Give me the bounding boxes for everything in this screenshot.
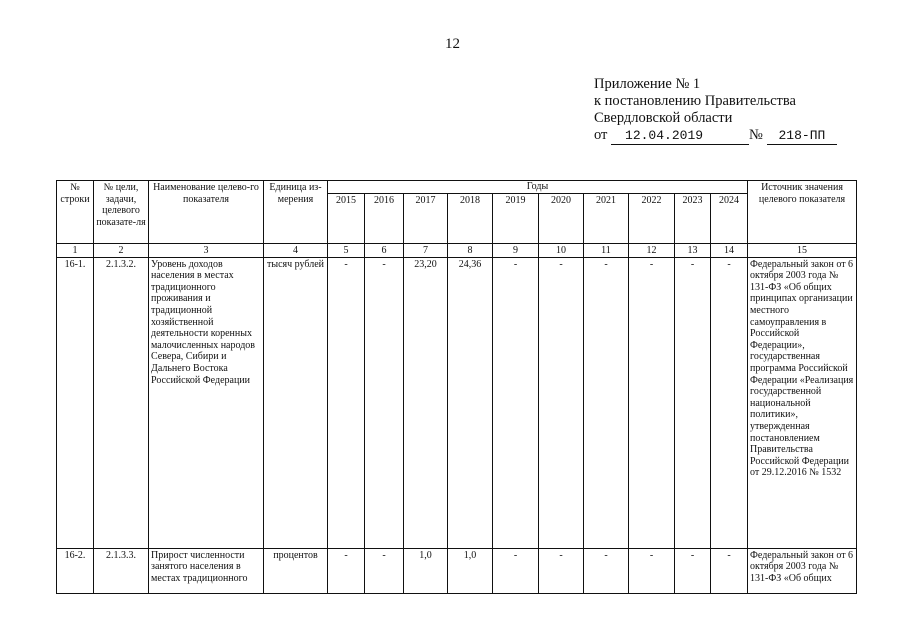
value-cell: - — [629, 257, 675, 548]
row-number: 16-1. — [57, 257, 94, 548]
source-cell: Федеральный закон от 6 октября 2003 года № 131-ФЗ «Об общих принципах организации местного самоуправления в Российской Федерации», государственная программа Российской Федерации «Реализация государственной национальной политики», утвержденная постановлением Правительства Российской Федерации от 29.12.2016 № 1532 — [748, 257, 857, 548]
header-year: 2017 — [404, 193, 448, 243]
value-cell: 24,36 — [448, 257, 493, 548]
column-number: 14 — [711, 243, 748, 257]
value-cell: - — [675, 548, 711, 593]
date-prefix: от — [594, 127, 608, 143]
indicator-name: Прирост численности занятого населения в местах традиционного — [149, 548, 264, 593]
source-cell: Федеральный закон от 6 октября 2003 года № 131-ФЗ «Об общих — [748, 548, 857, 593]
value-cell: 23,20 — [404, 257, 448, 548]
column-number: 2 — [94, 243, 149, 257]
column-number: 15 — [748, 243, 857, 257]
header-year: 2024 — [711, 193, 748, 243]
value-cell: - — [493, 257, 539, 548]
table-header-row — [57, 181, 857, 194]
value-cell: - — [493, 548, 539, 593]
value-cell: - — [629, 548, 675, 593]
column-number: 11 — [584, 243, 629, 257]
header-goal-no: № цели, задачи, целевого показате-ля — [94, 181, 149, 244]
goal-number: 2.1.3.2. — [94, 257, 149, 548]
goal-number: 2.1.3.3. — [94, 548, 149, 593]
value-cell: - — [711, 257, 748, 548]
column-number: 10 — [539, 243, 584, 257]
resolution-number: 218-ПП — [767, 127, 837, 145]
header-source: Источник значения целевого показателя — [748, 181, 857, 244]
table-row — [57, 257, 857, 548]
value-cell: - — [675, 257, 711, 548]
column-number: 1 — [57, 243, 94, 257]
indicator-name: Уровень доходов населения в местах традиционного проживания и традиционной хозяйственной деятельности коренных малочисленных народов Севера, Сибири и Дальнего Востока Российской Федерации — [149, 257, 264, 548]
column-number: 12 — [629, 243, 675, 257]
header-year: 2020 — [539, 193, 584, 243]
column-number: 5 — [328, 243, 365, 257]
header-year: 2021 — [584, 193, 629, 243]
column-number: 8 — [448, 243, 493, 257]
value-cell: - — [711, 548, 748, 593]
column-number: 4 — [264, 243, 328, 257]
header-year: 2015 — [328, 193, 365, 243]
value-cell: - — [328, 548, 365, 593]
column-number: 6 — [365, 243, 404, 257]
header-year: 2023 — [675, 193, 711, 243]
value-cell: 1,0 — [448, 548, 493, 593]
header-year: 2019 — [493, 193, 539, 243]
column-number: 9 — [493, 243, 539, 257]
column-number: 7 — [404, 243, 448, 257]
value-cell: - — [365, 257, 404, 548]
header-year: 2022 — [629, 193, 675, 243]
appendix-block — [594, 76, 837, 145]
value-cell: - — [539, 257, 584, 548]
indicators-table — [56, 180, 857, 594]
header-year: 2018 — [448, 193, 493, 243]
appendix-resolution-line: к постановлению Правительства — [594, 93, 796, 109]
unit-cell: процентов — [264, 548, 328, 593]
table-row — [57, 548, 857, 593]
resolution-date: 12.04.2019 — [611, 127, 749, 145]
column-number-row — [57, 243, 857, 257]
header-years-group: Годы — [328, 181, 748, 194]
value-cell: - — [539, 548, 584, 593]
number-prefix: № — [749, 127, 763, 143]
header-year: 2016 — [365, 193, 404, 243]
column-number: 13 — [675, 243, 711, 257]
appendix-region-line: Свердловской области — [594, 110, 733, 126]
row-number: 16-2. — [57, 548, 94, 593]
unit-cell: тысяч рублей — [264, 257, 328, 548]
appendix-date-line — [594, 127, 837, 145]
header-indicator-name: Наименование целево-го показателя — [149, 181, 264, 244]
appendix-title: Приложение № 1 — [594, 76, 701, 92]
column-number: 3 — [149, 243, 264, 257]
header-unit: Единица из-мерения — [264, 181, 328, 244]
value-cell: - — [365, 548, 404, 593]
value-cell: - — [584, 257, 629, 548]
value-cell: 1,0 — [404, 548, 448, 593]
value-cell: - — [584, 548, 629, 593]
page-number: 12 — [445, 36, 460, 52]
header-row-no: № строки — [57, 181, 94, 244]
value-cell: - — [328, 257, 365, 548]
